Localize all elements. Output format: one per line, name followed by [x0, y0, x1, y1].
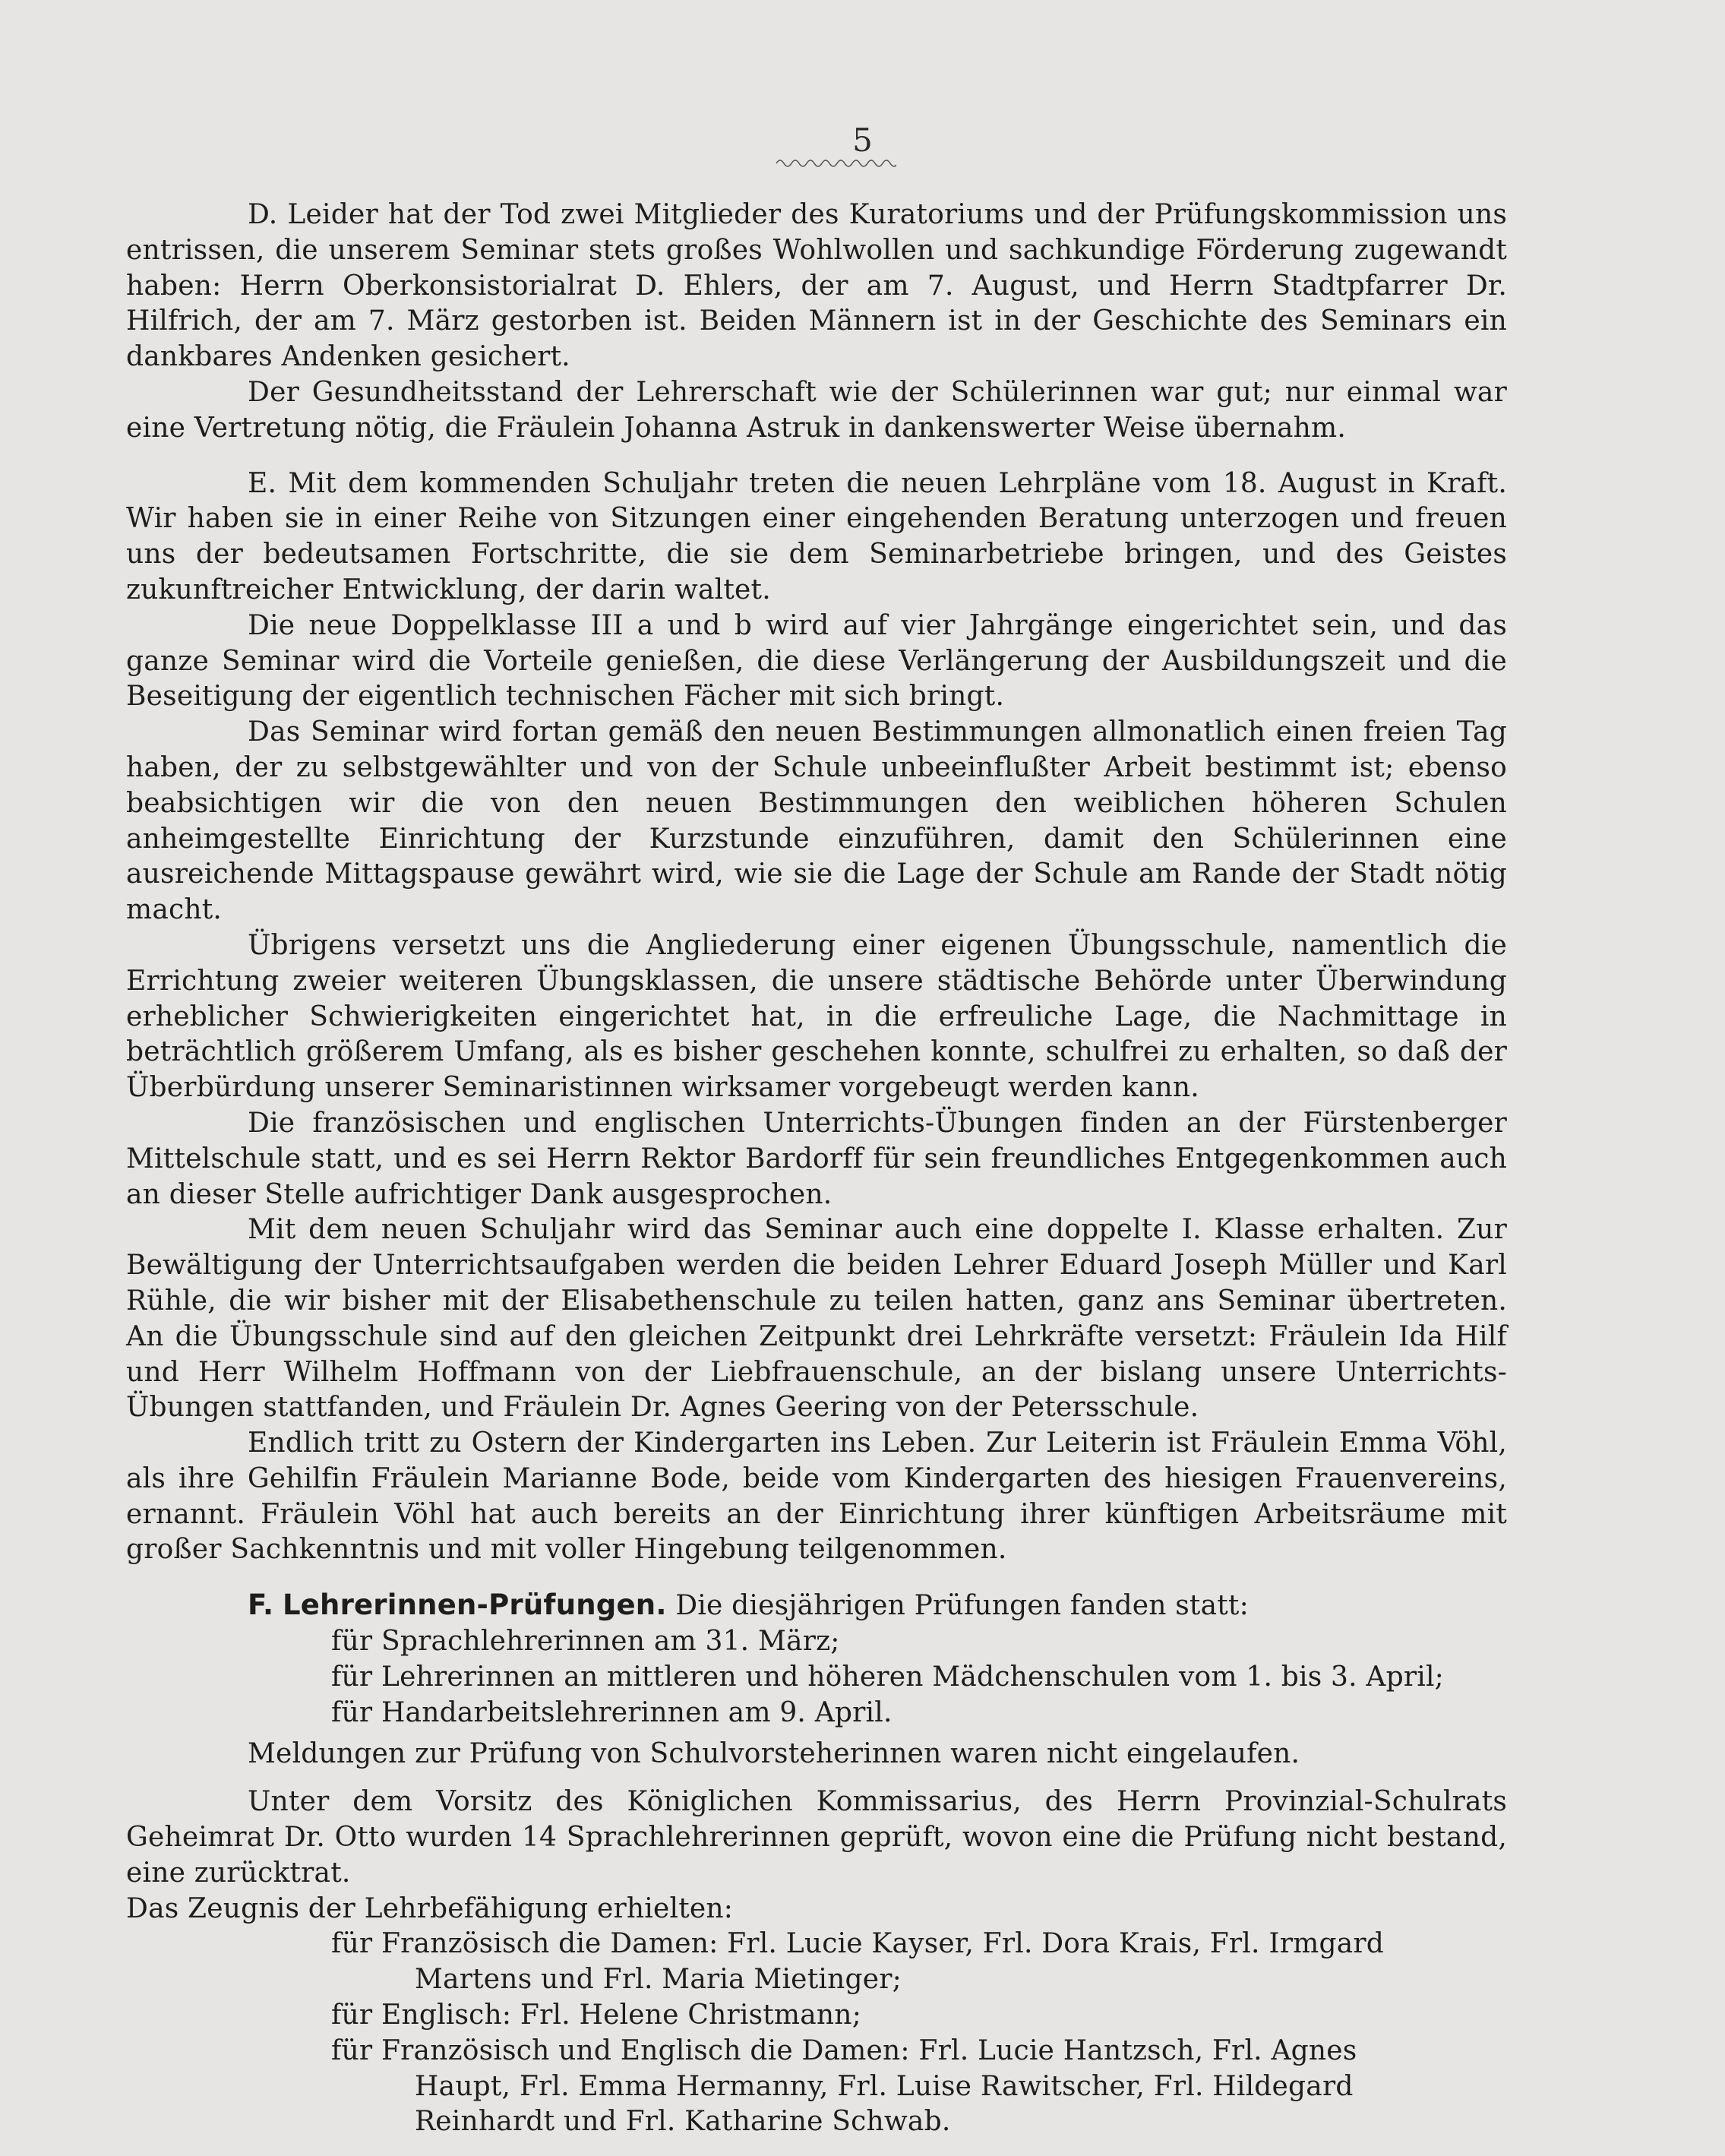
paragraph-e3: Das Seminar wird fortan gemäß den neuen Bestimmungen allmonatlich einen freien Tag haben, der zu selbstgewählter und von der Schule unbeeinflußter Arbeit bestimmt ist; ebenso beabsichtigen wir die von den neuen Bestimmungen den weiblichen höheren Schulen anheimgestellte Einrichtung der Kurzstunde einzuführen, damit den Schülerinnen eine ausreichende Mittagspause gewährt wird, wie sie die Lage der Schule am Rande der Stadt nötig macht.: [126, 716, 1507, 926]
section-f-intro: Die diesjährigen Prüfungen fanden statt:: [675, 1590, 1249, 1622]
paragraph-d1: D. Leider hat der Tod zwei Mitglieder des Kuratoriums und der Prüfungskommission uns entrissen, die unserem Seminar stets großes Wohlwollen und sachkundige Förderung zugewandt haben: Herrn Oberkonsistorialrat D. Ehlers, der am 7. August, und Herrn Stadtpfarrer Dr. Hilfrich, der am 7. März gestorben ist. Beiden Männern ist in der Geschichte des Seminars ein dankbares Andenken gesichert.: [126, 199, 1507, 373]
exam-line-3: für Handarbeitslehrerinnen am 9. April.: [331, 1696, 893, 1728]
paragraph-e6: Mit dem neuen Schuljahr wird das Seminar auch eine doppelte I. Klasse erhalten. Zur Bewältigung der Unterrichtsaufgaben werden die beiden Lehrer Eduard Joseph Müller und Karl Rühle, die wir bisher mit der Elisabethenschule zu teilen hatten, ganz ans Seminar übertreten. An die Übungsschule sind auf den gleichen Zeitpunkt drei Lehrkräfte versetzt: Fräulein Ida Hilf und Herr Wilhelm Hoffmann von der Liebfrauenschule, an der bislang unsere Unterrichts-Übungen stattfanden, und Fräulein Dr. Agnes Geering von der Petersschule.: [126, 1214, 1507, 1424]
section-f-heading: Lehrerinnen-Prüfungen.: [282, 1589, 667, 1622]
paragraph-certificate: Das Zeugnis der Lehrbefähigung erhielten:: [126, 1892, 734, 1924]
exam-line-2: für Lehrerinnen an mittleren und höheren Mädchenschulen vom 1. bis 3. April;: [331, 1661, 1445, 1693]
page-number: 5: [852, 122, 873, 159]
result-french-line: für Französisch die Damen: Frl. Lucie Kayser, Frl. Dora Krais, Frl. Irmgard: [331, 1928, 1385, 1960]
ornament-divider: [775, 156, 896, 171]
result-both-cont-2: Reinhardt und Frl. Katharine Schwab.: [415, 2106, 951, 2138]
paragraph-e2: Die neue Doppelklasse III a und b wird auf vier Jahrgänge eingerichtet sein, und das ganze Seminar wird die Vorteile genießen, die diese Verlängerung der Ausbildungszeit und die Beseitigung der eigentlich technischen Fächer mit sich bringt.: [126, 609, 1507, 713]
paragraph-d2: Der Gesundheitsstand der Lehrerschaft wie der Schülerinnen war gut; nur einmal war eine Vertretung nötig, die Fräulein Johanna Astruk in dankenswerter Weise übernahm.: [126, 376, 1507, 444]
body-text: [126, 198, 1507, 2140]
result-french-cont: Martens und Frl. Maria Mietinger;: [415, 1964, 902, 1996]
exam-line-1: für Sprachlehrerinnen am 31. März;: [331, 1626, 840, 1658]
result-both-line: für Französisch und Englisch die Damen: Frl. Lucie Hantzsch, Frl. Agnes: [331, 2034, 1357, 2066]
section-f-heading-line: [126, 1588, 1507, 1624]
section-f-letter: F.: [248, 1589, 274, 1622]
result-both-cont-1: Haupt, Frl. Emma Hermanny, Frl. Luise Rawitscher, Frl. Hildegard: [415, 2070, 1354, 2102]
paragraph-e4: Übrigens versetzt uns die Angliederung einer eigenen Übungsschule, namentlich die Errichtung zweier weiteren Übungsklassen, die unsere städtische Behörde unter Überwindung erheblicher Schwierigkeiten eingerichtet hat, in die erfreuliche Lage, die Nachmittage in beträchtlich größerem Umfang, als es bisher geschehen konnte, schulfrei zu erhalten, so daß der Überbürdung unserer Seminaristinnen wirksamer vorgebeugt werden kann.: [126, 929, 1507, 1104]
paragraph-e7: Endlich tritt zu Ostern der Kindergarten ins Leben. Zur Leiterin ist Fräulein Emma Vöhl, als ihre Gehilfin Fräulein Marianne Bode, beide vom Kindergarten des hiesigen Frauenvereins, ernannt. Fräulein Vöhl hat auch bereits an der Einrichtung ihrer künftigen Arbeitsräume mit großer Sachkenntnis und mit voller Hingebung teilgenommen.: [126, 1427, 1507, 1566]
paragraph-no-reports: Meldungen zur Prüfung von Schulvorsteherinnen waren nicht eingelaufen.: [248, 1738, 1300, 1770]
paragraph-e5: Die französischen und englischen Unterrichts-Übungen finden an der Fürstenberger Mittelschule statt, und es sei Herrn Rektor Bardorff für sein freundliches Entgegenkommen auch an dieser Stelle aufrichtiger Dank ausgesprochen.: [126, 1107, 1507, 1210]
paragraph-e1: E. Mit dem kommenden Schuljahr treten die neuen Lehrpläne vom 18. August in Kraft. Wir haben sie in einer Reihe von Sitzungen einer eingehenden Beratung unterzogen und freuen uns der bedeutsamen Fortschritte, die sie dem Seminarbetriebe bringen, und des Geistes zukunftreicher Entwicklung, der darin waltet.: [126, 467, 1507, 605]
paragraph-chair: Unter dem Vorsitz des Königlichen Kommissarius, des Herrn Provinzial-Schulrats Geheimrat Dr. Otto wurden 14 Sprachlehrerinnen geprüft, wovon eine die Prüfung nicht bestand, eine zurücktrat.: [126, 1786, 1507, 1889]
result-english-line: für Englisch: Frl. Helene Christmann;: [331, 2000, 862, 2031]
